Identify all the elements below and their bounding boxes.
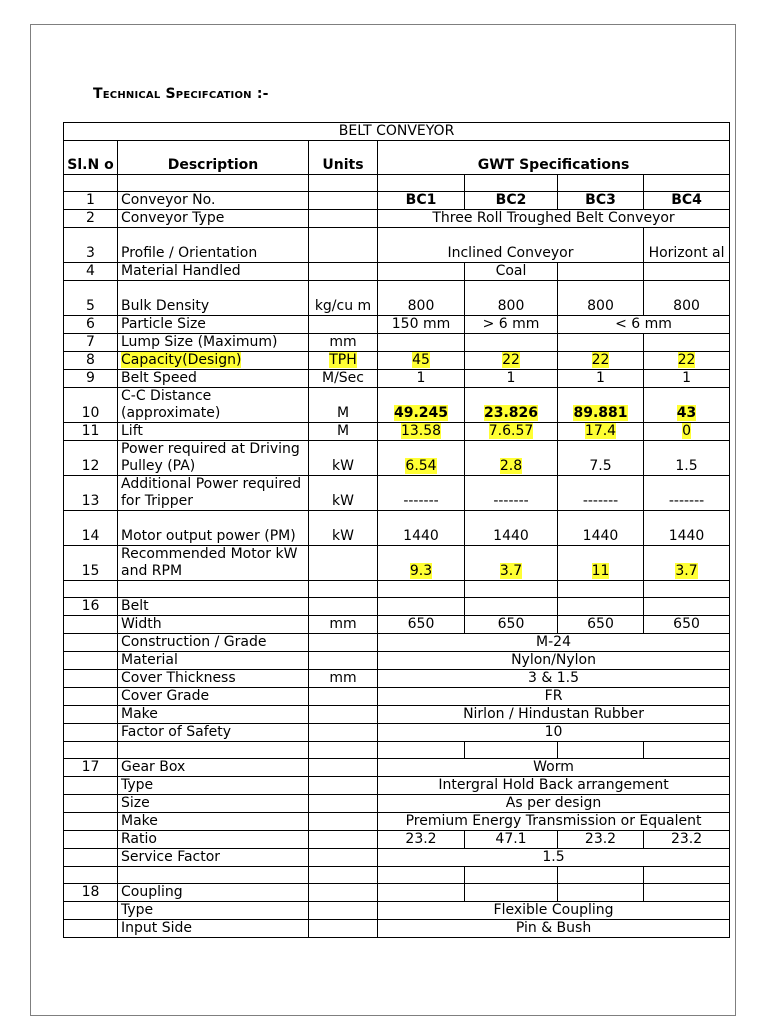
cell-span: 10 [378, 724, 730, 742]
header-slno: Sl.N o [64, 141, 118, 175]
cell-span: Pin & Bush [378, 920, 730, 938]
highlighted-text: 23.826 [483, 405, 539, 421]
highlighted-text: Capacity(Design) [121, 352, 242, 368]
highlighted-text: 17.4 [584, 423, 617, 439]
cell-description: Belt Speed [118, 370, 309, 388]
cell-bc1 [378, 352, 465, 370]
cell-unit: M [309, 423, 378, 441]
cell-bc1: BC1 [378, 192, 465, 210]
highlighted-text: 43 [676, 405, 697, 421]
table-row [64, 228, 730, 263]
cell-slno: 14 [64, 511, 118, 546]
table-title-row [64, 123, 730, 141]
highlighted-text: 89.881 [573, 405, 628, 421]
cell-bc4: Horizont al [644, 228, 730, 263]
table-row-blank [64, 742, 730, 759]
table-row [64, 902, 730, 920]
cell-bc4: 800 [644, 281, 730, 316]
table-row [64, 423, 730, 441]
cell-slno: 2 [64, 210, 118, 228]
cell-slno: 10 [64, 388, 118, 423]
table-row [64, 546, 730, 581]
cell-description: Make [118, 706, 309, 724]
cell-slno: 13 [64, 476, 118, 511]
cell-bc1: 150 mm [378, 316, 465, 334]
cell-bc3: 800 [558, 281, 644, 316]
cell-span: FR [378, 688, 730, 706]
header-gwt-specifications: GWT Specifications [378, 141, 730, 175]
table-row [64, 316, 730, 334]
cell-span: Three Roll Troughed Belt Conveyor [378, 210, 730, 228]
cell-unit [309, 263, 378, 281]
cell-unit: mm [309, 670, 378, 688]
cell-span: 3 & 1.5 [378, 670, 730, 688]
highlighted-text: TPH [329, 352, 357, 368]
cell-bc4 [644, 352, 730, 370]
cell-slno: 8 [64, 352, 118, 370]
cell-span: Worm [378, 759, 730, 777]
table-row [64, 652, 730, 670]
cell-bc4 [644, 546, 730, 581]
belt-conveyor-spec-table [63, 122, 730, 938]
cell-span: 1.5 [378, 849, 730, 867]
table-row [64, 476, 730, 511]
highlighted-text: 0 [682, 423, 691, 439]
cell-description: Coupling [118, 884, 309, 902]
cell-bc2: 650 [465, 616, 558, 634]
cell-description: Type [118, 777, 309, 795]
table-row [64, 670, 730, 688]
cell-bc1 [378, 388, 465, 423]
cell-description: Lift [118, 423, 309, 441]
highlighted-text: 3.7 [499, 563, 523, 579]
cell-span: Nylon/Nylon [378, 652, 730, 670]
table-row [64, 370, 730, 388]
cell-bc2 [465, 546, 558, 581]
cell-bc1 [378, 263, 465, 281]
table-row [64, 192, 730, 210]
cell-bc1 [378, 423, 465, 441]
cell-slno: 4 [64, 263, 118, 281]
cell-bc3: 23.2 [558, 831, 644, 849]
table-row [64, 281, 730, 316]
cell-description: Bulk Density [118, 281, 309, 316]
cell-bc2: ------- [465, 476, 558, 511]
cell-bc2: > 6 mm [465, 316, 558, 334]
cell-unit [309, 210, 378, 228]
table-row [64, 263, 730, 281]
highlighted-text: 11 [591, 563, 610, 579]
cell-bc3 [558, 352, 644, 370]
table-row [64, 388, 730, 423]
cell-span: As per design [378, 795, 730, 813]
cell-span: Flexible Coupling [378, 902, 730, 920]
cell-description: Service Factor [118, 849, 309, 867]
highlighted-text: 13.58 [400, 423, 442, 439]
cell-slno: 7 [64, 334, 118, 352]
cell-description: Input Side [118, 920, 309, 938]
cell-bc3: ------- [558, 476, 644, 511]
highlighted-text: 7.6.57 [488, 423, 534, 439]
cell-bc4: 650 [644, 616, 730, 634]
cell-description: Power required at Driving Pulley (PA) [118, 441, 309, 476]
cell-description: Width [118, 616, 309, 634]
highlighted-text: 22 [591, 352, 610, 368]
cell-bc4 [644, 263, 730, 281]
table-row [64, 849, 730, 867]
cell-bc4: 23.2 [644, 831, 730, 849]
cell-bc4: 1 [644, 370, 730, 388]
cell-description: Belt [118, 598, 309, 616]
cell-description: Material Handled [118, 263, 309, 281]
table-row [64, 724, 730, 742]
table-header-row [64, 141, 730, 175]
cell-bc1 [378, 546, 465, 581]
cell-bc2 [465, 423, 558, 441]
cell-description [118, 352, 309, 370]
cell-unit: M/Sec [309, 370, 378, 388]
cell-bc3: 650 [558, 616, 644, 634]
cell-bc2 [465, 388, 558, 423]
cell-description: Profile / Orientation [118, 228, 309, 263]
cell-bc4: ------- [644, 476, 730, 511]
cell-bc3 [558, 388, 644, 423]
cell-bc4 [644, 423, 730, 441]
cell-bc3 [558, 546, 644, 581]
cell-bc4 [644, 388, 730, 423]
cell-bc4: 1.5 [644, 441, 730, 476]
cell-bc2: 800 [465, 281, 558, 316]
cell-description: Size [118, 795, 309, 813]
cell-slno: 3 [64, 228, 118, 263]
highlighted-text: 45 [412, 352, 430, 368]
cell-unit [309, 316, 378, 334]
highlighted-text: 9.3 [409, 563, 433, 579]
cell-bc4: 1440 [644, 511, 730, 546]
cell-slno: 16 [64, 598, 118, 616]
table-row [64, 759, 730, 777]
document-heading: Technical Specifcation :- [93, 86, 269, 102]
cell-bc2: 1 [465, 370, 558, 388]
cell-bc2: BC2 [465, 192, 558, 210]
table-title: BELT CONVEYOR [64, 123, 730, 141]
cell-description: Ratio [118, 831, 309, 849]
cell-slno: 11 [64, 423, 118, 441]
cell-bc2: Coal [465, 263, 558, 281]
cell-unit: kW [309, 476, 378, 511]
cell-slno: 9 [64, 370, 118, 388]
cell-span: Intergral Hold Back arrangement [378, 777, 730, 795]
table-row [64, 831, 730, 849]
cell-description: Make [118, 813, 309, 831]
cell-bc3-bc4: < 6 mm [558, 316, 730, 334]
table-row-blank [64, 581, 730, 598]
cell-bc2 [465, 441, 558, 476]
cell-description: Particle Size [118, 316, 309, 334]
cell-slno: 5 [64, 281, 118, 316]
cell-unit: mm [309, 334, 378, 352]
cell-slno: 1 [64, 192, 118, 210]
cell-bc1 [378, 441, 465, 476]
cell-span: Premium Energy Transmission or Equalent [378, 813, 730, 831]
cell-slno: 12 [64, 441, 118, 476]
cell-unit: kW [309, 441, 378, 476]
cell-unit: mm [309, 616, 378, 634]
cell-bc3: 1440 [558, 511, 644, 546]
highlighted-text: 3.7 [675, 563, 698, 579]
header-units: Units [309, 141, 378, 175]
cell-description: Type [118, 902, 309, 920]
cell-span: M-24 [378, 634, 730, 652]
table-row [64, 441, 730, 476]
header-description: Description [118, 141, 309, 175]
highlighted-text: 49.245 [393, 405, 449, 421]
cell-bc1: ------- [378, 476, 465, 511]
cell-bc3 [558, 263, 644, 281]
table-row [64, 920, 730, 938]
table-row-blank [64, 175, 730, 192]
table-row [64, 795, 730, 813]
table-row [64, 511, 730, 546]
cell-description: Lump Size (Maximum) [118, 334, 309, 352]
cell-bc3: 7.5 [558, 441, 644, 476]
table-row [64, 688, 730, 706]
cell-unit [309, 546, 378, 581]
table-row [64, 884, 730, 902]
cell-bc3: BC3 [558, 192, 644, 210]
cell-description: Motor output power (PM) [118, 511, 309, 546]
table-row-blank [64, 867, 730, 884]
highlighted-text: 22 [502, 352, 520, 368]
table-row [64, 813, 730, 831]
table-row [64, 598, 730, 616]
cell-description: Gear Box [118, 759, 309, 777]
table-row [64, 706, 730, 724]
cell-bc1: 800 [378, 281, 465, 316]
cell-slno: 15 [64, 546, 118, 581]
cell-slno: 6 [64, 316, 118, 334]
cell-slno: 18 [64, 884, 118, 902]
highlighted-text: 6.54 [405, 458, 437, 474]
cell-unit [309, 352, 378, 370]
cell-bc1: 23.2 [378, 831, 465, 849]
table-row [64, 334, 730, 352]
cell-bc1: 1 [378, 370, 465, 388]
cell-description: Cover Thickness [118, 670, 309, 688]
cell-description: Additional Power required for Tripper [118, 476, 309, 511]
cell-description: Factor of Safety [118, 724, 309, 742]
table-row [64, 616, 730, 634]
cell-description: Recommended Motor kW and RPM [118, 546, 309, 581]
cell-unit: kW [309, 511, 378, 546]
table-row [64, 352, 730, 370]
cell-description: Material [118, 652, 309, 670]
highlighted-text: 22 [677, 352, 696, 368]
cell-unit: kg/cu m [309, 281, 378, 316]
cell-description: Construction / Grade [118, 634, 309, 652]
cell-span: Nirlon / Hindustan Rubber [378, 706, 730, 724]
highlighted-text: 2.8 [499, 458, 523, 474]
cell-span: Inclined Conveyor [378, 228, 644, 263]
cell-unit [309, 228, 378, 263]
cell-description: Conveyor Type [118, 210, 309, 228]
table-row [64, 634, 730, 652]
cell-bc3: 1 [558, 370, 644, 388]
cell-description: C-C Distance (approximate) [118, 388, 309, 423]
cell-bc4: BC4 [644, 192, 730, 210]
cell-bc2: 1440 [465, 511, 558, 546]
table-row [64, 210, 730, 228]
cell-bc1: 1440 [378, 511, 465, 546]
cell-bc2: 47.1 [465, 831, 558, 849]
cell-bc1: 650 [378, 616, 465, 634]
cell-unit [309, 192, 378, 210]
cell-unit: M [309, 388, 378, 423]
cell-bc3 [558, 423, 644, 441]
cell-description: Conveyor No. [118, 192, 309, 210]
cell-description: Cover Grade [118, 688, 309, 706]
cell-bc2 [465, 352, 558, 370]
table-row [64, 777, 730, 795]
cell-slno: 17 [64, 759, 118, 777]
